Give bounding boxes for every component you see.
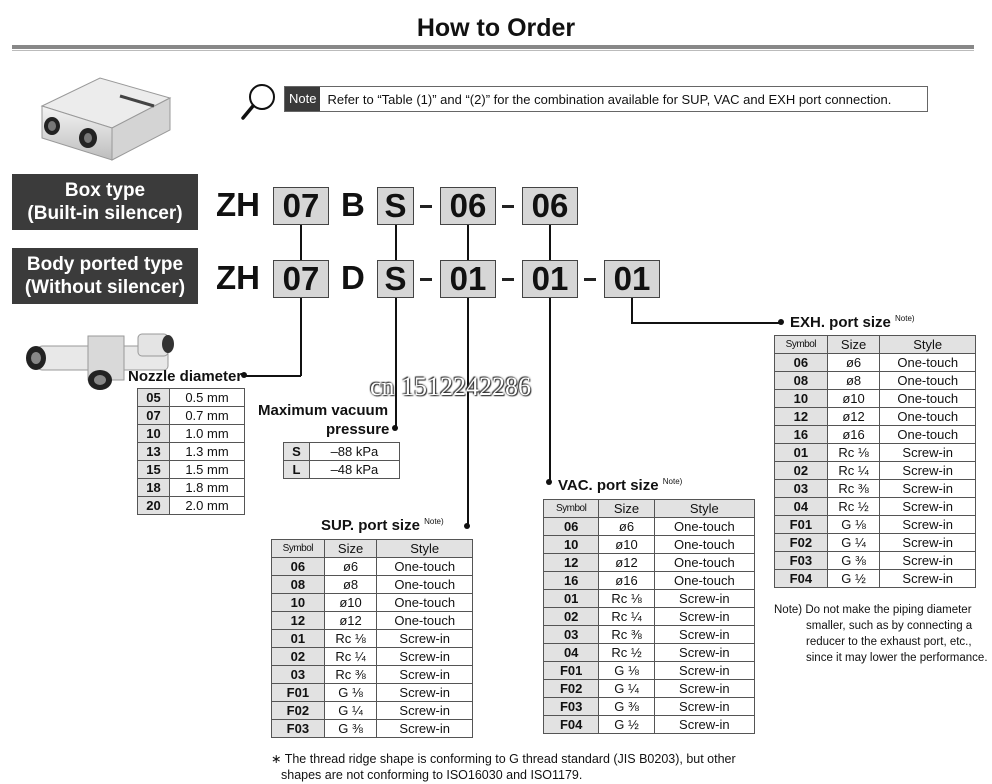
vac-row (544, 680, 755, 698)
sup-row (272, 702, 473, 720)
size-cell: Rc ¼ (827, 462, 880, 480)
title-divider (12, 45, 974, 49)
style-cell: One-touch (377, 576, 473, 594)
value-cell: 2.0 mm (169, 497, 244, 515)
symbol-cell: 13 (138, 443, 170, 461)
exh-row (775, 426, 976, 444)
symbol-cell: S (284, 443, 310, 461)
exh-row (775, 552, 976, 570)
size-cell: G ¼ (599, 680, 654, 698)
exh-row (775, 462, 976, 480)
nozzle-table (137, 388, 245, 515)
vac-row (544, 536, 755, 554)
exh-label-text: EXH. port size (790, 314, 891, 331)
style-cell: Screw-in (377, 702, 473, 720)
size-cell: Rc ⅛ (324, 630, 377, 648)
code-dash (502, 278, 514, 281)
title-divider-thin (12, 50, 974, 51)
symbol-cell: 01 (272, 630, 325, 648)
exh-row (775, 444, 976, 462)
connector-line (395, 225, 397, 260)
size-cell: Rc ⅜ (827, 480, 880, 498)
symbol-cell: 01 (775, 444, 828, 462)
size-cell: G ⅜ (324, 720, 377, 738)
exh-row (775, 516, 976, 534)
symbol-cell: 04 (544, 644, 599, 662)
vacuum-row (284, 443, 400, 461)
symbol-cell: 15 (138, 461, 170, 479)
exh-note (774, 602, 988, 666)
nozzle-row (138, 425, 245, 443)
symbol-cell: 08 (272, 576, 325, 594)
leader-line-nozzle (244, 375, 301, 377)
exh-table (774, 335, 976, 588)
size-cell: G ¼ (324, 702, 377, 720)
style-cell: Screw-in (654, 590, 754, 608)
exh-row (775, 570, 976, 588)
style-cell: Screw-in (377, 684, 473, 702)
style-cell: Screw-in (880, 534, 976, 552)
nozzle-row (138, 443, 245, 461)
symbol-cell: 02 (775, 462, 828, 480)
column-header: Style (654, 500, 754, 518)
size-cell: ø10 (324, 594, 377, 612)
symbol-cell: 10 (775, 390, 828, 408)
leader-dot (392, 425, 398, 431)
code-body-sup: 01 (440, 260, 496, 298)
symbol-cell: F02 (272, 702, 325, 720)
symbol-cell: 01 (544, 590, 599, 608)
style-cell: Screw-in (654, 608, 754, 626)
symbol-cell: 10 (544, 536, 599, 554)
symbol-cell: F02 (775, 534, 828, 552)
leader-dot (546, 479, 552, 485)
exh-note-line: smaller, such as by connecting a (806, 620, 973, 632)
column-header: Size (324, 540, 377, 558)
vac-label-text: VAC. port size (558, 477, 659, 494)
exh-label (790, 314, 915, 331)
symbol-cell: 16 (775, 426, 828, 444)
header-row (272, 540, 473, 558)
connector-line (467, 225, 469, 260)
symbol-cell: F03 (775, 552, 828, 570)
code-box-nozzle: 07 (273, 187, 329, 225)
code-dash (502, 205, 514, 208)
connector-line (300, 225, 302, 260)
value-cell: 0.5 mm (169, 389, 244, 407)
leader-line-exh (631, 298, 633, 323)
size-cell: ø8 (827, 372, 880, 390)
symbol-cell: F01 (544, 662, 599, 680)
vac-row (544, 716, 755, 734)
leader-line-sup (467, 298, 469, 526)
size-cell: Rc ½ (827, 498, 880, 516)
sup-row (272, 612, 473, 630)
sup-row (272, 684, 473, 702)
nozzle-row (138, 479, 245, 497)
watermark: cn 1512242286 (370, 372, 532, 401)
style-cell: Screw-in (880, 462, 976, 480)
code-dash (584, 278, 596, 281)
vac-row (544, 518, 755, 536)
size-cell: G ⅛ (599, 662, 654, 680)
symbol-cell: 02 (544, 608, 599, 626)
column-header: Size (827, 336, 880, 354)
sup-row (272, 630, 473, 648)
size-cell: Rc ⅜ (599, 626, 654, 644)
vac-label (558, 477, 682, 494)
size-cell: Rc ¼ (599, 608, 654, 626)
exh-row (775, 390, 976, 408)
box-type-label (12, 174, 198, 230)
style-cell: Screw-in (654, 716, 754, 734)
nozzle-row (138, 389, 245, 407)
style-cell: Screw-in (880, 498, 976, 516)
vac-row (544, 644, 755, 662)
vacuum-row (284, 461, 400, 479)
box-type-product-image (30, 68, 180, 168)
header-row (544, 500, 755, 518)
size-cell: Rc ½ (599, 644, 654, 662)
style-cell: Screw-in (880, 570, 976, 588)
leader-line-vac (549, 298, 551, 482)
symbol-cell: 10 (272, 594, 325, 612)
note-tag: Note (285, 87, 320, 111)
box-type-line2: (Built-in silencer) (27, 203, 183, 224)
style-cell: Screw-in (654, 680, 754, 698)
vacuum-label-line2: pressure (326, 421, 390, 438)
value-cell: –48 kPa (309, 461, 399, 479)
symbol-cell: F04 (544, 716, 599, 734)
sup-table (271, 539, 473, 738)
code-box-sup: 06 (440, 187, 496, 225)
page-title: How to Order (416, 14, 576, 42)
style-cell: Screw-in (377, 630, 473, 648)
symbol-cell: 03 (544, 626, 599, 644)
body-type-label (12, 248, 198, 304)
header-row (775, 336, 976, 354)
symbol-cell: F02 (544, 680, 599, 698)
style-cell: One-touch (654, 536, 754, 554)
symbol-cell: 05 (138, 389, 170, 407)
thread-footnote (271, 751, 791, 783)
box-type-line1: Box type (64, 180, 146, 201)
magnifier-icon (238, 80, 280, 122)
size-cell: ø6 (324, 558, 377, 576)
body-type-line1: Body ported type (26, 254, 184, 275)
size-cell: G ⅜ (599, 698, 654, 716)
nozzle-label: Nozzle diameter (128, 368, 243, 385)
vac-note-mark: Note) (662, 477, 683, 486)
sup-label-text: SUP. port size (321, 517, 420, 534)
symbol-cell: 18 (138, 479, 170, 497)
vacuum-table (283, 442, 400, 479)
style-cell: Screw-in (880, 444, 976, 462)
note-banner (284, 86, 928, 112)
size-cell: ø12 (827, 408, 880, 426)
value-cell: 1.8 mm (169, 479, 244, 497)
style-cell: Screw-in (880, 480, 976, 498)
vac-row (544, 698, 755, 716)
code-body-type: D (341, 259, 365, 296)
exh-row (775, 498, 976, 516)
style-cell: One-touch (377, 594, 473, 612)
code-dash (420, 278, 432, 281)
size-cell: ø6 (827, 354, 880, 372)
symbol-cell: 07 (138, 407, 170, 425)
style-cell: One-touch (654, 518, 754, 536)
size-cell: ø8 (324, 576, 377, 594)
symbol-cell: 12 (775, 408, 828, 426)
size-cell: G ⅛ (827, 516, 880, 534)
size-cell: ø16 (599, 572, 654, 590)
note-text: Refer to “Table (1)” and “(2)” for the combination available for SUP, VAC and EXH port connection. (327, 91, 892, 107)
style-cell: Screw-in (654, 626, 754, 644)
exh-note-mark: Note) (895, 314, 915, 323)
code-box-pressure: S (377, 187, 414, 225)
style-cell: One-touch (880, 354, 976, 372)
code-dash (420, 205, 432, 208)
symbol-cell: 12 (272, 612, 325, 630)
value-cell: 1.0 mm (169, 425, 244, 443)
size-cell: ø16 (827, 426, 880, 444)
value-cell: –88 kPa (309, 443, 399, 461)
size-cell: G ¼ (827, 534, 880, 552)
style-cell: Screw-in (654, 644, 754, 662)
symbol-cell: F01 (775, 516, 828, 534)
size-cell: G ½ (599, 716, 654, 734)
vac-row (544, 662, 755, 680)
code-body-vac: 01 (522, 260, 578, 298)
size-cell: G ½ (827, 570, 880, 588)
vac-row (544, 608, 755, 626)
nozzle-row (138, 461, 245, 479)
code-box-prefix: ZH (216, 186, 260, 223)
value-cell: 1.5 mm (169, 461, 244, 479)
column-header: Style (880, 336, 976, 354)
style-cell: Screw-in (880, 552, 976, 570)
value-cell: 0.7 mm (169, 407, 244, 425)
size-cell: ø10 (599, 536, 654, 554)
style-cell: One-touch (880, 426, 976, 444)
style-cell: One-touch (880, 390, 976, 408)
sup-note-mark: Note) (424, 517, 444, 526)
exh-row (775, 354, 976, 372)
footnote-line: ∗ The thread ridge shape is conforming to G thread standard (JIS B0203), but other (271, 752, 736, 766)
size-cell: ø12 (324, 612, 377, 630)
exh-row (775, 480, 976, 498)
symbol-cell: 02 (272, 648, 325, 666)
size-cell: ø12 (599, 554, 654, 572)
body-type-line2: (Without silencer) (24, 277, 186, 298)
exh-row (775, 408, 976, 426)
column-header: Symbol (775, 336, 828, 354)
symbol-cell: 06 (544, 518, 599, 536)
style-cell: Screw-in (654, 662, 754, 680)
exh-note-line: reducer to the exhaust port, etc., (806, 636, 972, 648)
nozzle-row (138, 407, 245, 425)
leader-dot (778, 319, 784, 325)
style-cell: One-touch (377, 612, 473, 630)
symbol-cell: 12 (544, 554, 599, 572)
column-header: Style (377, 540, 473, 558)
style-cell: Screw-in (377, 666, 473, 684)
vac-row (544, 572, 755, 590)
vac-table (543, 499, 755, 734)
symbol-cell: 08 (775, 372, 828, 390)
code-body-nozzle: 07 (273, 260, 329, 298)
symbol-cell: F04 (775, 570, 828, 588)
size-cell: G ⅛ (324, 684, 377, 702)
column-header: Size (599, 500, 654, 518)
column-header: Symbol (272, 540, 325, 558)
size-cell: Rc ⅛ (827, 444, 880, 462)
sup-row (272, 666, 473, 684)
leader-line-nozzle (300, 298, 302, 376)
value-cell: 1.3 mm (169, 443, 244, 461)
style-cell: Screw-in (377, 720, 473, 738)
exh-note-line: Note) Do not make the piping diameter (774, 604, 972, 616)
symbol-cell: F01 (272, 684, 325, 702)
code-body-exh: 01 (604, 260, 660, 298)
vac-row (544, 626, 755, 644)
symbol-cell: 04 (775, 498, 828, 516)
style-cell: Screw-in (377, 648, 473, 666)
sup-row (272, 576, 473, 594)
vacuum-label-line1: Maximum vacuum (258, 402, 389, 419)
symbol-cell: 03 (775, 480, 828, 498)
sup-row (272, 594, 473, 612)
symbol-cell: 06 (775, 354, 828, 372)
sup-label (321, 517, 444, 534)
leader-dot (464, 523, 470, 529)
exh-row (775, 372, 976, 390)
style-cell: Screw-in (880, 516, 976, 534)
sup-row (272, 720, 473, 738)
sup-row (272, 558, 473, 576)
vac-row (544, 590, 755, 608)
connector-line (549, 225, 551, 260)
symbol-cell: 06 (272, 558, 325, 576)
code-body-pressure: S (377, 260, 414, 298)
size-cell: ø10 (827, 390, 880, 408)
style-cell: One-touch (377, 558, 473, 576)
code-body-prefix: ZH (216, 259, 260, 296)
symbol-cell: 20 (138, 497, 170, 515)
style-cell: Screw-in (654, 698, 754, 716)
nozzle-row (138, 497, 245, 515)
symbol-cell: 10 (138, 425, 170, 443)
leader-line-exh (631, 322, 781, 324)
symbol-cell: 03 (272, 666, 325, 684)
symbol-cell: L (284, 461, 310, 479)
leader-line-pressure (395, 298, 397, 428)
style-cell: One-touch (880, 372, 976, 390)
size-cell: ø6 (599, 518, 654, 536)
symbol-cell: F03 (272, 720, 325, 738)
symbol-cell: 16 (544, 572, 599, 590)
sup-row (272, 648, 473, 666)
exh-note-line: since it may lower the performance. (806, 652, 988, 664)
footnote-line: shapes are not conforming to ISO16030 and ISO1179. (281, 768, 583, 782)
size-cell: Rc ¼ (324, 648, 377, 666)
style-cell: One-touch (654, 572, 754, 590)
size-cell: G ⅜ (827, 552, 880, 570)
size-cell: Rc ⅛ (599, 590, 654, 608)
style-cell: One-touch (654, 554, 754, 572)
column-header: Symbol (544, 500, 599, 518)
size-cell: Rc ⅜ (324, 666, 377, 684)
code-box-vac: 06 (522, 187, 578, 225)
code-box-type: B (341, 186, 365, 223)
vac-row (544, 554, 755, 572)
style-cell: One-touch (880, 408, 976, 426)
symbol-cell: F03 (544, 698, 599, 716)
exh-row (775, 534, 976, 552)
